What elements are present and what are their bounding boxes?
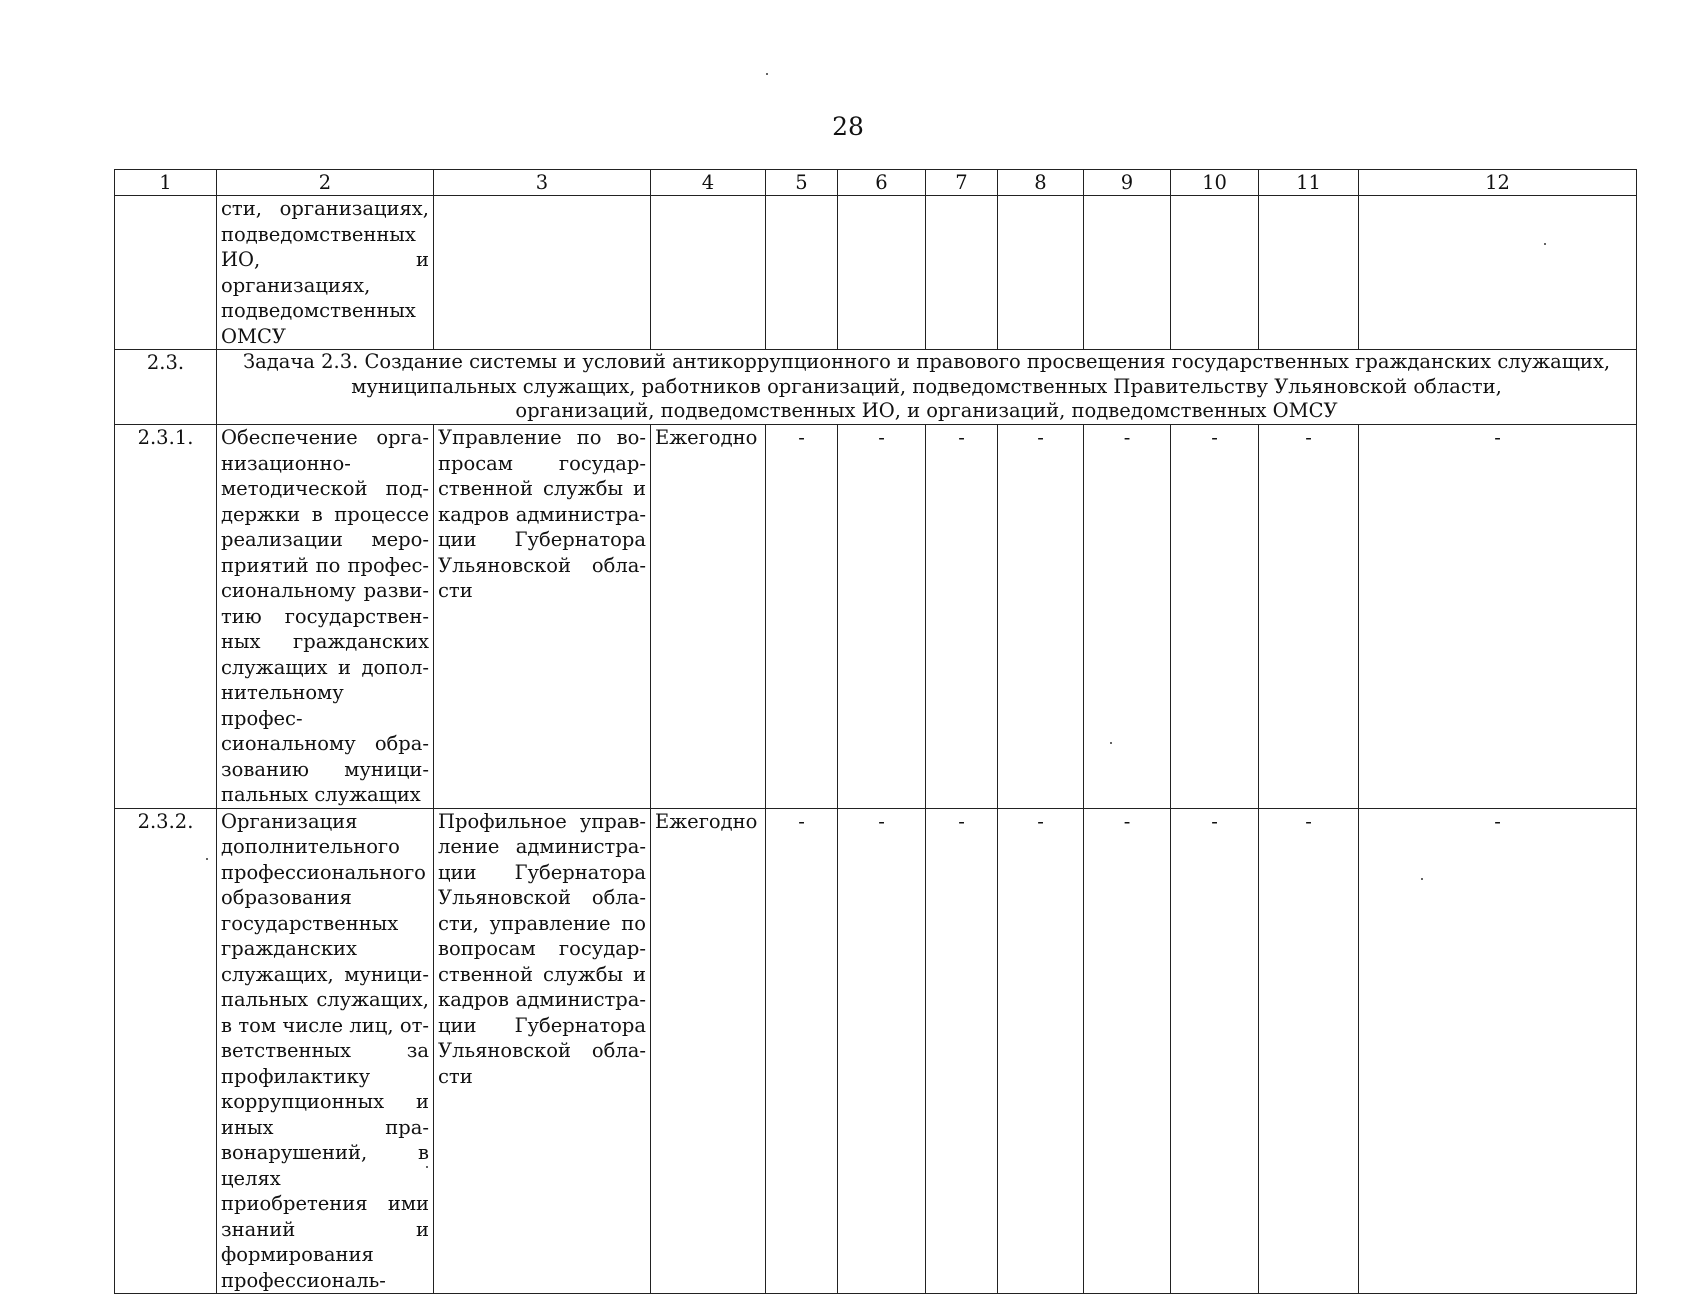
column-number-header-row xyxy=(115,170,1637,196)
value-cell: - xyxy=(1084,808,1171,1294)
column-header: 9 xyxy=(1084,170,1171,196)
table-cell xyxy=(434,196,651,350)
value-cell: - xyxy=(1359,425,1637,809)
value-cell: - xyxy=(1084,425,1171,809)
text-line: ИО, и организациях, xyxy=(221,248,429,297)
value-cell: - xyxy=(998,808,1084,1294)
item-responsible: Профильное управление администрации Губернатора Ульяновской области, управление по вопросам государственной службы и кадров администрации Губернатора Ульяновской области xyxy=(434,808,651,1294)
value-cell: - xyxy=(1359,808,1637,1294)
column-header: 10 xyxy=(1171,170,1259,196)
item-description: Организация дополнительного профессионального образования государственных гражданских служащих, муниципальных служащих, в том числе лиц, ответственных за профилактику коррупционных и иных правонарушений, в целях приобретения ими знаний и формирования профессиональ- xyxy=(217,808,434,1294)
item-description: Обеспечение организационно-методической поддержки в процессе реализации мероприятий по профессиональному развитию государственных гражданских служащих и дополнительному профессиональному образованию муниципальных служащих xyxy=(217,425,434,809)
value-cell: - xyxy=(1171,808,1259,1294)
scan-speck xyxy=(1110,742,1112,744)
task-title-line: Задача 2.3. Создание системы и условий антикоррупционного и правового просвещения государственных гражданских служащих, xyxy=(242,350,1611,373)
text-line: подведомственных xyxy=(221,299,416,322)
continued-description-cell xyxy=(217,196,434,350)
column-header: 7 xyxy=(926,170,998,196)
table-cell xyxy=(1359,196,1637,350)
scan-speck xyxy=(1544,243,1546,245)
text-line: подведомственных xyxy=(221,222,416,246)
task-number: 2.3. xyxy=(115,350,217,425)
column-header: 4 xyxy=(651,170,766,196)
value-cell: - xyxy=(998,425,1084,809)
column-header: 3 xyxy=(434,170,651,196)
task-title-line: муниципальных служащих, работников организаций, подведомственных Правительству Ульяновской области, xyxy=(351,374,1502,398)
table-cell xyxy=(1084,196,1171,350)
text-line: ОМСУ xyxy=(221,324,286,348)
value-cell: - xyxy=(766,808,838,1294)
value-cell: - xyxy=(838,808,926,1294)
value-cell: - xyxy=(926,808,998,1294)
table-cell xyxy=(115,196,217,350)
column-header: 8 xyxy=(998,170,1084,196)
column-header: 12 xyxy=(1359,170,1637,196)
continuation-row xyxy=(115,196,1637,350)
item-period: Ежегодно xyxy=(651,425,766,809)
table-cell xyxy=(998,196,1084,350)
item-period: Ежегодно xyxy=(651,808,766,1294)
task-title xyxy=(217,350,1637,425)
value-cell: - xyxy=(926,425,998,809)
item-number: 2.3.2. xyxy=(115,808,217,1294)
task-row xyxy=(115,350,1637,425)
column-header: 11 xyxy=(1259,170,1359,196)
scan-speck xyxy=(206,858,208,860)
column-header: 6 xyxy=(838,170,926,196)
value-cell: - xyxy=(838,425,926,809)
scan-speck xyxy=(766,73,768,75)
scan-speck xyxy=(426,1166,428,1168)
table-cell xyxy=(1171,196,1259,350)
item-number: 2.3.1. xyxy=(115,425,217,809)
page-number: 28 xyxy=(832,112,864,141)
text-line: сти, организациях, xyxy=(221,197,429,220)
value-cell: - xyxy=(766,425,838,809)
table-cell xyxy=(838,196,926,350)
table-cell xyxy=(651,196,766,350)
table-cell xyxy=(1259,196,1359,350)
value-cell: - xyxy=(1259,808,1359,1294)
table-row xyxy=(115,808,1637,1294)
column-header: 5 xyxy=(766,170,838,196)
column-header: 2 xyxy=(217,170,434,196)
scan-speck xyxy=(1421,878,1423,880)
value-cell: - xyxy=(1259,425,1359,809)
table-cell xyxy=(926,196,998,350)
table-row xyxy=(115,425,1637,809)
table-cell xyxy=(766,196,838,350)
item-responsible: Управление по вопросам государственной службы и кадров администрации Губернатора Ульяновской области xyxy=(434,425,651,809)
plan-table xyxy=(114,169,1637,1294)
value-cell: - xyxy=(1171,425,1259,809)
task-title-line: организаций, подведомственных ИО, и организаций, подведомственных ОМСУ xyxy=(515,399,1338,422)
column-header: 1 xyxy=(115,170,217,196)
